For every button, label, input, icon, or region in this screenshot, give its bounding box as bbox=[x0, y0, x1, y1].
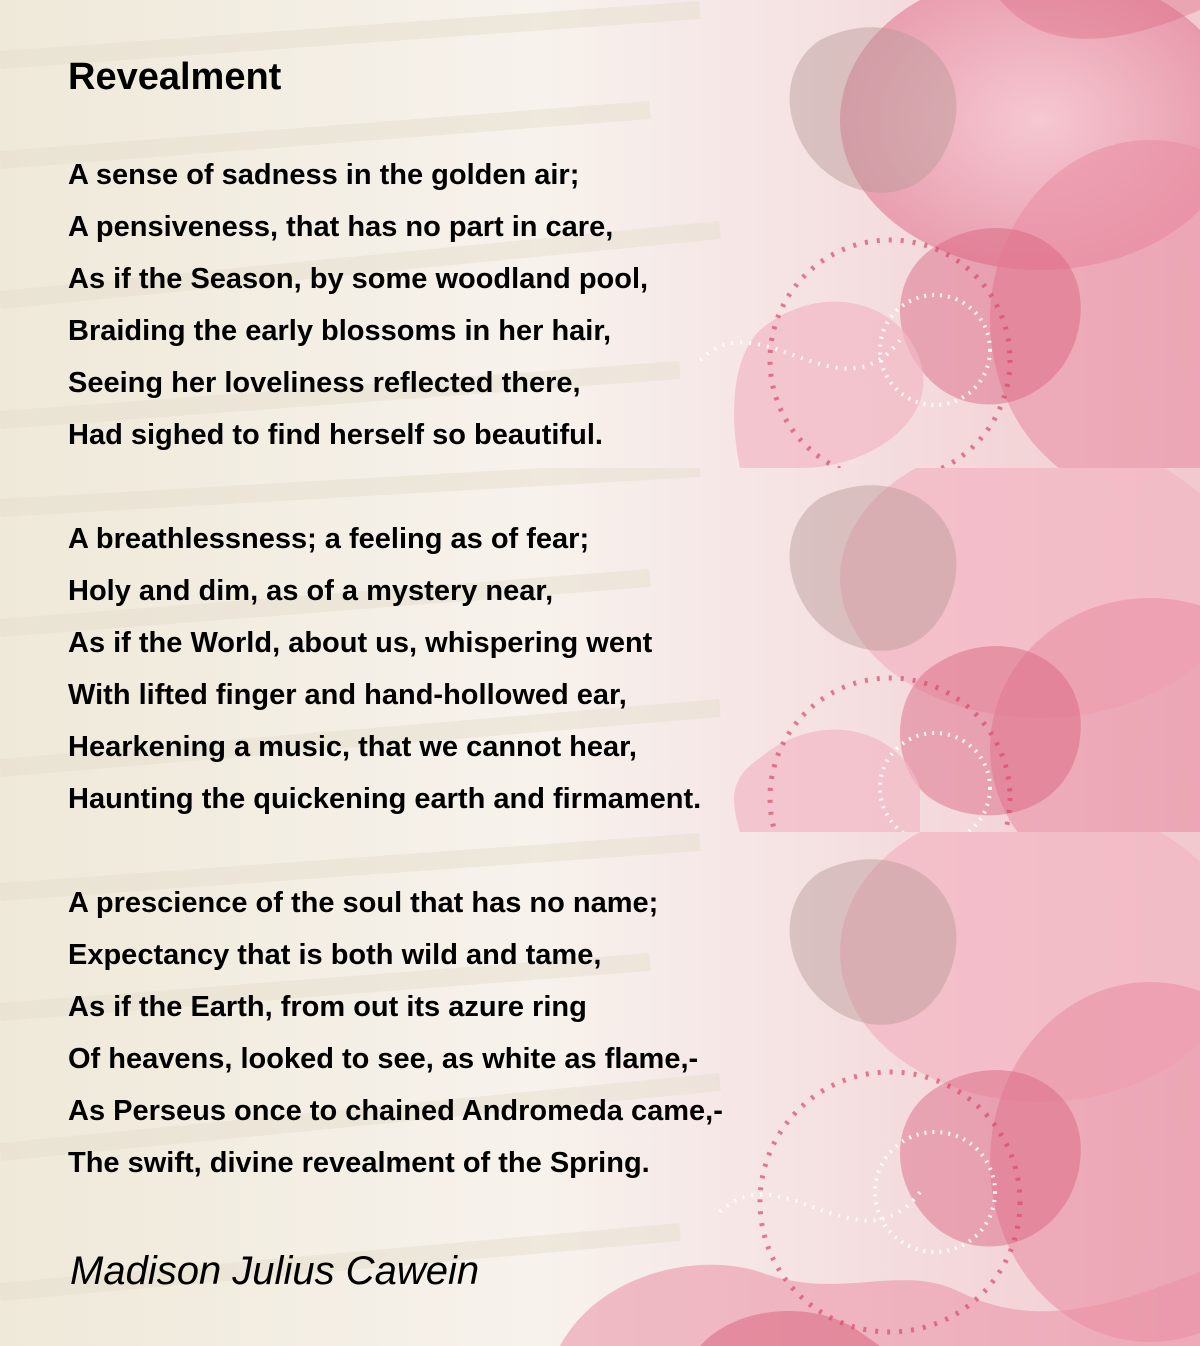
poem-author: Madison Julius Cawein bbox=[70, 1249, 480, 1293]
poem-line: Seeing her loveliness reflected there, bbox=[68, 367, 581, 399]
poem-line: As if the World, about us, whispering went bbox=[68, 627, 653, 659]
poem-line: Hearkening a music, that we cannot hear, bbox=[68, 731, 637, 763]
poem-line: A prescience of the soul that has no name; bbox=[68, 887, 659, 919]
poem-line: A pensiveness, that has no part in care, bbox=[68, 211, 614, 243]
poem-line: Expectancy that is both wild and tame, bbox=[68, 939, 602, 971]
poem-line: A breathlessness; a feeling as of fear; bbox=[68, 523, 590, 555]
poem-line: The swift, divine revealment of the Spring. bbox=[68, 1147, 650, 1179]
stanza-2 bbox=[68, 513, 701, 825]
poem-line: With lifted finger and hand-hollowed ear, bbox=[68, 679, 627, 711]
stanza-3 bbox=[68, 877, 723, 1189]
poem-line: Braiding the early blossoms in her hair, bbox=[68, 315, 612, 347]
poem-line: As if the Earth, from out its azure ring bbox=[68, 991, 587, 1023]
poem-line: A sense of sadness in the golden air; bbox=[68, 159, 580, 191]
poem-line: Haunting the quickening earth and firmament. bbox=[68, 783, 702, 815]
poem-line: Had sighed to find herself so beautiful. bbox=[68, 419, 603, 451]
poem-line: Holy and dim, as of a mystery near, bbox=[68, 575, 554, 607]
poem-line: Of heavens, looked to see, as white as flame,- bbox=[68, 1043, 699, 1075]
poem-title: Revealment bbox=[68, 56, 282, 98]
poem-line: As Perseus once to chained Andromeda came,- bbox=[68, 1095, 723, 1127]
stanza-1 bbox=[68, 149, 648, 461]
poem-line: As if the Season, by some woodland pool, bbox=[68, 263, 649, 295]
